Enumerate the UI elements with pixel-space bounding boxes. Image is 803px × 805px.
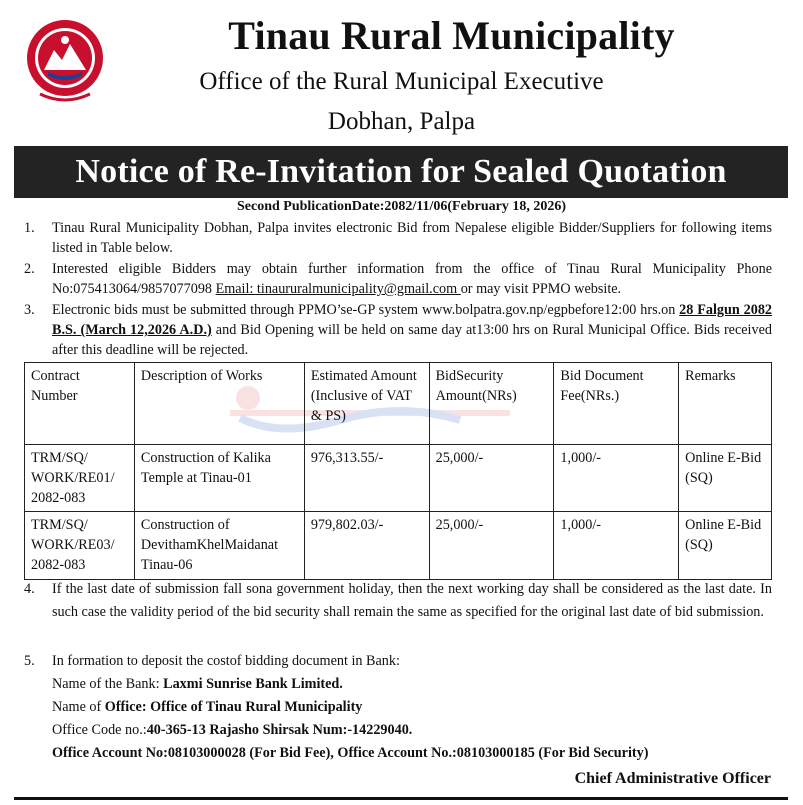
- submission-deadline: 28 Falgun 2082 B.S. (March 12,2026 A.D.): [52, 302, 773, 338]
- publication-date: Second PublicationDate:2082/11/06(February 18, 2026): [237, 199, 566, 214]
- table-cell: 1,000/-: [554, 512, 679, 580]
- column-header: Contract Number: [25, 363, 135, 445]
- table-cell: 1,000/-: [554, 445, 679, 512]
- office-name-line: Name of Office: Office of Tinau Rural Municipality: [52, 699, 363, 715]
- table-cell: Construction of Kalika Temple at Tinau-01: [134, 445, 304, 512]
- table-cell: Online E-Bid (SQ): [679, 445, 772, 512]
- column-header: Description of Works: [134, 363, 304, 445]
- column-header: BidSecurity Amount(NRs): [429, 363, 554, 445]
- bank-name: Name of the Bank: Laxmi Sunrise Bank Limited.: [52, 676, 343, 692]
- signature-title: Chief Administrative Officer: [574, 770, 771, 787]
- table-cell: TRM/SQ/ WORK/RE03/ 2082-083: [25, 512, 135, 580]
- table-header-row: [25, 363, 772, 445]
- office-name: Office of the Rural Municipal Executive: [199, 68, 604, 95]
- notice-item-5: 5. In formation to deposit the costof bidding document in Bank:: [24, 653, 400, 669]
- table-cell: 25,000/-: [429, 445, 554, 512]
- notice-item-4: 4. If the last date of submission fall sona government holiday, then the next working day shall be considered as the last date. In such case the validity period of the bid security shall remain the same as specified for the original last date of bid submission.: [24, 581, 772, 620]
- table-row: [25, 512, 772, 580]
- table-row: [25, 445, 772, 512]
- notice-title-banner: Notice of Re-Invitation for Sealed Quotation: [14, 146, 788, 198]
- bank-details: [24, 673, 772, 765]
- notice-item-3: 3. Electronic bids must be submitted through PPMO’se-GP system www.bolpatra.gov.np/egpbefore12:00 hrs.on 28 Falgun 2082 B.S. (March 12,2026 A.D.) and Bid Opening will be held on same day at13:00 hrs on Rural Municipal Office. Bids received after this deadline will be rejected.: [24, 302, 773, 358]
- page-title: Tinau Rural Municipality: [228, 13, 675, 58]
- table-cell: 976,313.55/-: [304, 445, 429, 512]
- bid-items-table: [24, 362, 772, 580]
- table-cell: Online E-Bid (SQ): [679, 512, 772, 580]
- table-cell: 979,802.03/-: [304, 512, 429, 580]
- notice-item-1: 1. Tinau Rural Municipality Dobhan, Palpa invites electronic Bid from Nepalese eligible Bidder/Suppliers for following items listed in Table below.: [24, 220, 772, 256]
- letterhead: [0, 0, 803, 143]
- column-header: Estimated Amount (Inclusive of VAT & PS): [304, 363, 429, 445]
- email-link[interactable]: Email: tinaururalmunicipality@gmail.com: [215, 281, 461, 297]
- column-header: Remarks: [679, 363, 772, 445]
- table-cell: TRM/SQ/ WORK/RE01/ 2082-083: [25, 445, 135, 512]
- column-header: Bid Document Fee(NRs.): [554, 363, 679, 445]
- bottom-divider: [14, 797, 788, 800]
- account-numbers: Office Account No:08103000028 (For Bid Fee), Office Account No.:08103000185 (For Bid Security): [52, 745, 649, 761]
- office-location: Dobhan, Palpa: [327, 108, 476, 135]
- notice-item-2: 2. Interested eligible Bidders may obtain further information from the office of Tinau Rural Municipality Phone No:075413064/9857077098 Email: tinaururalmunicipality@gmail.com or may visit PPMO website.: [24, 261, 772, 297]
- table-cell: Construction of DevithamKhelMaidanat Tinau-06: [134, 512, 304, 580]
- table-cell: 25,000/-: [429, 512, 554, 580]
- office-code-line: Office Code no.:40-365-13 Rajasho Shirsak Num:-14229040.: [52, 722, 413, 738]
